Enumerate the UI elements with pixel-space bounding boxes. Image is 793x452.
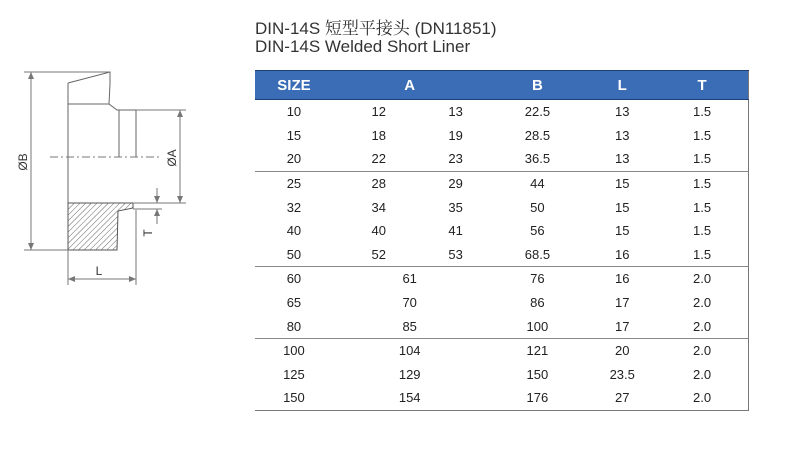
cell-a-max: 41 <box>448 223 463 239</box>
cell-t: 2.0 <box>693 295 712 311</box>
cell-l: 15 <box>615 199 630 215</box>
cell-t: 2.0 <box>656 338 748 362</box>
cell-t: 1.5 <box>693 151 712 167</box>
cell-size: 80 <box>286 318 302 334</box>
cell-a: 104 <box>333 338 487 362</box>
cell-b: 44 <box>487 171 589 195</box>
table-row <box>255 314 749 338</box>
table-row <box>255 195 749 219</box>
cell-l: 13 <box>615 104 630 120</box>
cell-size: 125 <box>283 366 305 382</box>
header-t: T <box>656 71 748 100</box>
cell-t: 1.5 <box>693 223 712 239</box>
cell-l: 16 <box>588 267 656 291</box>
cell-l: 23.5 <box>609 366 635 382</box>
cell-a-min: 28 <box>333 171 425 195</box>
dimension-b-label: ØB <box>16 153 30 171</box>
cell-a: 154 <box>398 390 421 406</box>
cell-a-max: 29 <box>425 171 487 195</box>
cell-l: 15 <box>588 171 656 195</box>
cell-l: 27 <box>615 390 630 406</box>
cell-size: 65 <box>286 295 302 311</box>
cell-b: 86 <box>530 295 545 311</box>
cell-t: 1.5 <box>693 199 712 215</box>
cell-b: 121 <box>487 338 589 362</box>
table-row <box>255 124 749 148</box>
cell-a-min: 40 <box>371 223 386 239</box>
header-size: SIZE <box>255 71 333 100</box>
cell-b: 100 <box>526 318 549 334</box>
table-row <box>255 363 749 387</box>
table-row <box>255 243 749 267</box>
table-row <box>255 147 749 171</box>
title-english: DIN-14S Welded Short Liner <box>255 37 471 56</box>
cell-size: 100 <box>255 338 333 362</box>
dimension-t-label: T <box>141 229 155 237</box>
cell-t: 1.5 <box>693 104 712 120</box>
cell-size: 60 <box>255 267 333 291</box>
dimension-t <box>133 188 162 224</box>
cell-a: 85 <box>402 318 417 334</box>
cell-b: 56 <box>530 223 545 239</box>
cell-l: 20 <box>588 338 656 362</box>
cell-size: 40 <box>286 223 302 239</box>
cell-a-max: 19 <box>448 127 463 143</box>
dimension-l-label: L <box>95 264 103 278</box>
header-l: L <box>588 71 656 100</box>
cell-l: 16 <box>615 246 630 262</box>
cell-a-min: 34 <box>371 199 386 215</box>
table-row <box>255 291 749 315</box>
table-row <box>255 386 749 410</box>
liner-technical-drawing <box>10 62 190 292</box>
hatched-section <box>68 203 133 250</box>
cell-l: 13 <box>615 127 630 143</box>
table-row <box>255 338 749 362</box>
table-row <box>255 267 749 291</box>
cell-a: 129 <box>398 366 421 382</box>
cell-size: 32 <box>286 199 302 215</box>
cell-a-max: 35 <box>448 199 463 215</box>
cell-b: 22.5 <box>524 104 551 120</box>
cell-t: 2.0 <box>693 366 712 382</box>
cell-l: 17 <box>615 295 630 311</box>
cell-a: 61 <box>333 267 487 291</box>
header-a: A <box>333 71 487 100</box>
cell-t: 2.0 <box>693 318 712 334</box>
cell-a-max: 13 <box>448 104 463 120</box>
cell-size: 10 <box>286 104 302 120</box>
cell-a-min: 52 <box>371 246 386 262</box>
cell-a: 70 <box>402 295 417 311</box>
title-chinese: DIN-14S 短型平接头 (DN11851) <box>255 19 497 38</box>
cell-size: 150 <box>283 390 305 406</box>
cell-a-min: 22 <box>371 151 386 167</box>
cell-size: 25 <box>255 171 333 195</box>
cell-size: 15 <box>286 127 302 143</box>
cell-a-min: 18 <box>371 127 386 143</box>
cell-size: 20 <box>286 151 302 167</box>
table-header-row <box>255 71 749 100</box>
dimension-a-label: ØA <box>165 149 179 167</box>
header-b: B <box>487 71 589 100</box>
cell-b: 176 <box>526 390 549 406</box>
cell-size: 50 <box>286 246 302 262</box>
cell-a-max: 53 <box>448 246 463 262</box>
table-row <box>255 171 749 195</box>
cell-t: 1.5 <box>656 171 748 195</box>
cell-b: 150 <box>526 366 549 382</box>
cell-l: 13 <box>615 151 630 167</box>
table-row <box>255 100 749 124</box>
cell-b: 28.5 <box>524 127 551 143</box>
table-row <box>255 219 749 243</box>
cell-b: 68.5 <box>524 246 551 262</box>
cell-t: 2.0 <box>693 390 712 406</box>
cell-l: 15 <box>615 223 630 239</box>
cell-b: 76 <box>487 267 589 291</box>
cell-l: 17 <box>615 318 630 334</box>
cell-a-max: 23 <box>448 151 463 167</box>
dimension-table <box>255 70 749 411</box>
cell-t: 2.0 <box>656 267 748 291</box>
cell-b: 36.5 <box>524 151 551 167</box>
cell-t: 1.5 <box>693 246 712 262</box>
cell-a-min: 12 <box>371 104 386 120</box>
cell-t: 1.5 <box>693 127 712 143</box>
cell-b: 50 <box>530 199 545 215</box>
